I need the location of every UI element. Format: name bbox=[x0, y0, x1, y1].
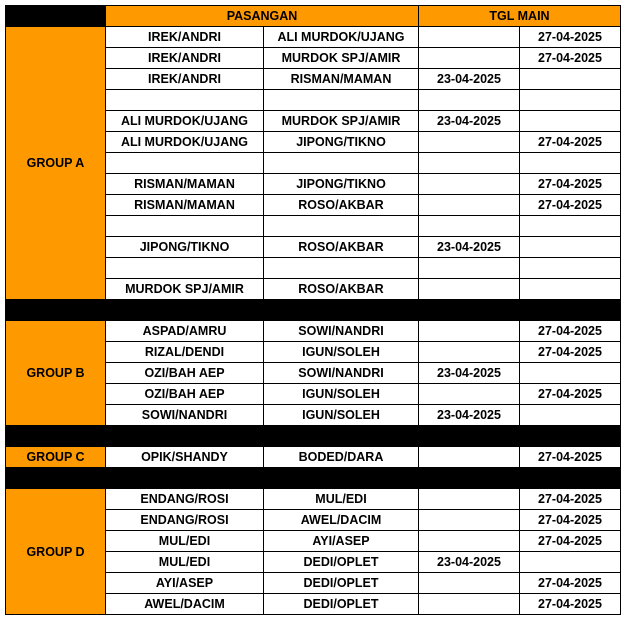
date1-cell bbox=[419, 48, 520, 69]
date1-cell: 23-04-2025 bbox=[419, 69, 520, 90]
match-schedule-table bbox=[5, 5, 621, 615]
group-label: GROUP B bbox=[6, 321, 106, 426]
team1-cell: ALI MURDOK/UJANG bbox=[106, 111, 264, 132]
team2-cell: AWEL/DACIM bbox=[264, 510, 419, 531]
team1-cell: OZI/BAH AEP bbox=[106, 363, 264, 384]
team2-cell: MUL/EDI bbox=[264, 489, 419, 510]
team2-cell: BODED/DARA bbox=[264, 447, 419, 468]
group-separator bbox=[6, 468, 621, 489]
separator-bar bbox=[6, 300, 621, 321]
team1-cell: ENDANG/ROSI bbox=[106, 510, 264, 531]
date2-cell: 27-04-2025 bbox=[520, 195, 621, 216]
group-label: GROUP D bbox=[6, 489, 106, 615]
team2-cell: AYI/ASEP bbox=[264, 531, 419, 552]
team2-cell: IGUN/SOLEH bbox=[264, 405, 419, 426]
date1-cell bbox=[419, 573, 520, 594]
header-date: TGL MAIN bbox=[419, 6, 621, 27]
team2-cell: MURDOK SPJ/AMIR bbox=[264, 111, 419, 132]
team1-cell: IREK/ANDRI bbox=[106, 48, 264, 69]
date1-cell bbox=[419, 27, 520, 48]
date2-cell: 27-04-2025 bbox=[520, 342, 621, 363]
team1-cell: MUL/EDI bbox=[106, 552, 264, 573]
team2-cell: IGUN/SOLEH bbox=[264, 384, 419, 405]
date2-cell: 27-04-2025 bbox=[520, 531, 621, 552]
team2-cell: JIPONG/TIKNO bbox=[264, 132, 419, 153]
team1-cell: MURDOK SPJ/AMIR bbox=[106, 279, 264, 300]
date2-cell bbox=[520, 90, 621, 111]
date1-cell bbox=[419, 510, 520, 531]
date1-cell: 23-04-2025 bbox=[419, 237, 520, 258]
date2-cell bbox=[520, 216, 621, 237]
date1-cell bbox=[419, 132, 520, 153]
team1-cell: SOWI/NANDRI bbox=[106, 405, 264, 426]
date1-cell: 23-04-2025 bbox=[419, 111, 520, 132]
group-label: GROUP A bbox=[6, 27, 106, 300]
group-separator bbox=[6, 426, 621, 447]
team1-cell bbox=[106, 153, 264, 174]
date1-cell bbox=[419, 216, 520, 237]
group-separator bbox=[6, 300, 621, 321]
team1-cell: ALI MURDOK/UJANG bbox=[106, 132, 264, 153]
team1-cell: RISMAN/MAMAN bbox=[106, 174, 264, 195]
date2-cell bbox=[520, 153, 621, 174]
team1-cell: RIZAL/DENDI bbox=[106, 342, 264, 363]
date1-cell bbox=[419, 384, 520, 405]
team1-cell: ASPAD/AMRU bbox=[106, 321, 264, 342]
team2-cell: RISMAN/MAMAN bbox=[264, 69, 419, 90]
date1-cell bbox=[419, 321, 520, 342]
date1-cell bbox=[419, 531, 520, 552]
date1-cell bbox=[419, 153, 520, 174]
team1-cell bbox=[106, 216, 264, 237]
team1-cell: AWEL/DACIM bbox=[106, 594, 264, 615]
schedule-body bbox=[6, 27, 621, 615]
date2-cell bbox=[520, 258, 621, 279]
date2-cell: 27-04-2025 bbox=[520, 48, 621, 69]
date2-cell bbox=[520, 279, 621, 300]
team1-cell: AYI/ASEP bbox=[106, 573, 264, 594]
date2-cell: 27-04-2025 bbox=[520, 510, 621, 531]
team2-cell: DEDI/OPLET bbox=[264, 573, 419, 594]
date1-cell bbox=[419, 279, 520, 300]
date1-cell bbox=[419, 342, 520, 363]
team2-cell: SOWI/NANDRI bbox=[264, 321, 419, 342]
team2-cell: DEDI/OPLET bbox=[264, 552, 419, 573]
team1-cell bbox=[106, 258, 264, 279]
date1-cell: 23-04-2025 bbox=[419, 552, 520, 573]
date1-cell: 23-04-2025 bbox=[419, 363, 520, 384]
team2-cell bbox=[264, 153, 419, 174]
date2-cell bbox=[520, 552, 621, 573]
separator-bar bbox=[6, 426, 621, 447]
match-row bbox=[6, 321, 621, 342]
date2-cell: 27-04-2025 bbox=[520, 27, 621, 48]
team1-cell: IREK/ANDRI bbox=[106, 69, 264, 90]
team2-cell: ALI MURDOK/UJANG bbox=[264, 27, 419, 48]
date1-cell bbox=[419, 90, 520, 111]
date2-cell: 27-04-2025 bbox=[520, 321, 621, 342]
date2-cell bbox=[520, 405, 621, 426]
date2-cell bbox=[520, 111, 621, 132]
date1-cell bbox=[419, 258, 520, 279]
team2-cell: ROSO/AKBAR bbox=[264, 237, 419, 258]
group-label: GROUP C bbox=[6, 447, 106, 468]
date1-cell bbox=[419, 594, 520, 615]
date2-cell: 27-04-2025 bbox=[520, 447, 621, 468]
team2-cell: JIPONG/TIKNO bbox=[264, 174, 419, 195]
date2-cell: 27-04-2025 bbox=[520, 489, 621, 510]
date2-cell: 27-04-2025 bbox=[520, 573, 621, 594]
date1-cell bbox=[419, 174, 520, 195]
match-row bbox=[6, 489, 621, 510]
team2-cell bbox=[264, 90, 419, 111]
match-row bbox=[6, 447, 621, 468]
team2-cell: IGUN/SOLEH bbox=[264, 342, 419, 363]
team1-cell: ENDANG/ROSI bbox=[106, 489, 264, 510]
date2-cell: 27-04-2025 bbox=[520, 132, 621, 153]
team1-cell: JIPONG/TIKNO bbox=[106, 237, 264, 258]
team1-cell: OZI/BAH AEP bbox=[106, 384, 264, 405]
date1-cell bbox=[419, 447, 520, 468]
team2-cell: MURDOK SPJ/AMIR bbox=[264, 48, 419, 69]
date2-cell bbox=[520, 69, 621, 90]
team2-cell: ROSO/AKBAR bbox=[264, 279, 419, 300]
team2-cell: ROSO/AKBAR bbox=[264, 195, 419, 216]
match-row bbox=[6, 27, 621, 48]
date2-cell: 27-04-2025 bbox=[520, 174, 621, 195]
team2-cell bbox=[264, 216, 419, 237]
team2-cell bbox=[264, 258, 419, 279]
team1-cell bbox=[106, 90, 264, 111]
team1-cell: IREK/ANDRI bbox=[106, 27, 264, 48]
team2-cell: DEDI/OPLET bbox=[264, 594, 419, 615]
date1-cell bbox=[419, 195, 520, 216]
date1-cell: 23-04-2025 bbox=[419, 405, 520, 426]
header-row bbox=[6, 6, 621, 27]
date2-cell: 27-04-2025 bbox=[520, 594, 621, 615]
date1-cell bbox=[419, 489, 520, 510]
team1-cell: OPIK/SHANDY bbox=[106, 447, 264, 468]
date2-cell bbox=[520, 237, 621, 258]
team1-cell: MUL/EDI bbox=[106, 531, 264, 552]
separator-bar bbox=[6, 468, 621, 489]
team2-cell: SOWI/NANDRI bbox=[264, 363, 419, 384]
date2-cell bbox=[520, 363, 621, 384]
header-corner bbox=[6, 6, 106, 27]
header-pairs: PASANGAN bbox=[106, 6, 419, 27]
team1-cell: RISMAN/MAMAN bbox=[106, 195, 264, 216]
date2-cell: 27-04-2025 bbox=[520, 384, 621, 405]
